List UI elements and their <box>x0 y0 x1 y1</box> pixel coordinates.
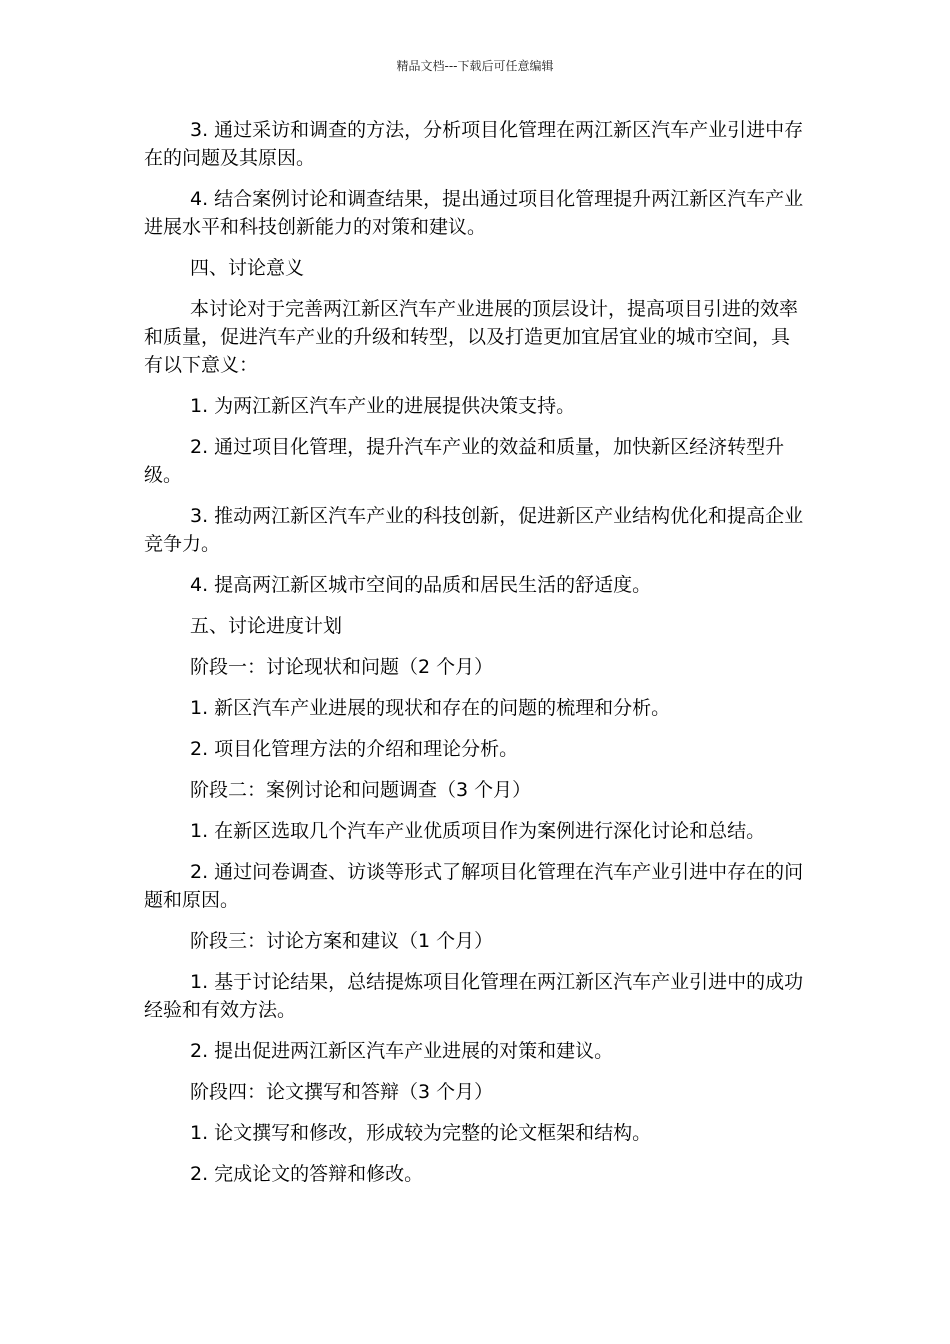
section-heading: 五、讨论进度计划 <box>190 615 343 637</box>
list-item: 1. 为两江新区汽车产业的进展提供决策支持。 <box>190 395 576 417</box>
list-item: 1. 新区汽车产业进展的现状和存在的问题的梳理和分析。 <box>190 697 671 719</box>
paragraph: 3. 通过采访和调查的方法，分析项目化管理在两江新区汽车产业引进中存在的问题及其原因。 <box>144 119 804 169</box>
paragraph: 本讨论对于完善两江新区汽车产业进展的顶层设计，提高项目引进的效率和质量，促进汽车产业的升级和转型，以及打造更加宜居宜业的城市空间，具有以下意义： <box>144 298 799 376</box>
list-item: 2. 通过项目化管理，提升汽车产业的效益和质量，加快新区经济转型升级。 <box>144 436 785 486</box>
list-item: 2. 通过问卷调查、访谈等形式了解项目化管理在汽车产业引进中存在的问题和原因。 <box>144 861 804 911</box>
list-item: 2. 完成论文的答辩和修改。 <box>190 1163 424 1185</box>
stage-heading: 阶段四：论文撰写和答辩（3 个月） <box>190 1081 494 1103</box>
list-item: 1. 在新区选取几个汽车产业优质项目作为案例进行深化讨论和总结。 <box>190 820 766 842</box>
list-item: 2. 提出促进两江新区汽车产业进展的对策和建议。 <box>190 1040 614 1062</box>
list-item: 3. 推动两江新区汽车产业的科技创新，促进新区产业结构优化和提高企业竞争力。 <box>144 505 804 555</box>
page-header: 精品文档---下载后可任意编辑 <box>396 59 554 73</box>
stage-heading: 阶段一：讨论现状和问题（2 个月） <box>190 656 494 678</box>
stage-heading: 阶段二：案例讨论和问题调查（3 个月） <box>190 779 532 801</box>
list-item: 1. 基于讨论结果，总结提炼项目化管理在两江新区汽车产业引进中的成功经验和有效方法。 <box>144 971 804 1021</box>
list-item: 2. 项目化管理方法的介绍和理论分析。 <box>190 738 519 760</box>
paragraph: 4. 结合案例讨论和调查结果，提出通过项目化管理提升两江新区汽车产业进展水平和科技创新能力的对策和建议。 <box>144 188 804 238</box>
section-heading: 四、讨论意义 <box>190 257 305 279</box>
list-item: 1. 论文撰写和修改，形成较为完整的论文框架和结构。 <box>190 1122 652 1144</box>
list-item: 4. 提高两江新区城市空间的品质和居民生活的舒适度。 <box>190 574 652 596</box>
document-body <box>144 116 806 1201</box>
stage-heading: 阶段三：讨论方案和建议（1 个月） <box>190 930 494 952</box>
